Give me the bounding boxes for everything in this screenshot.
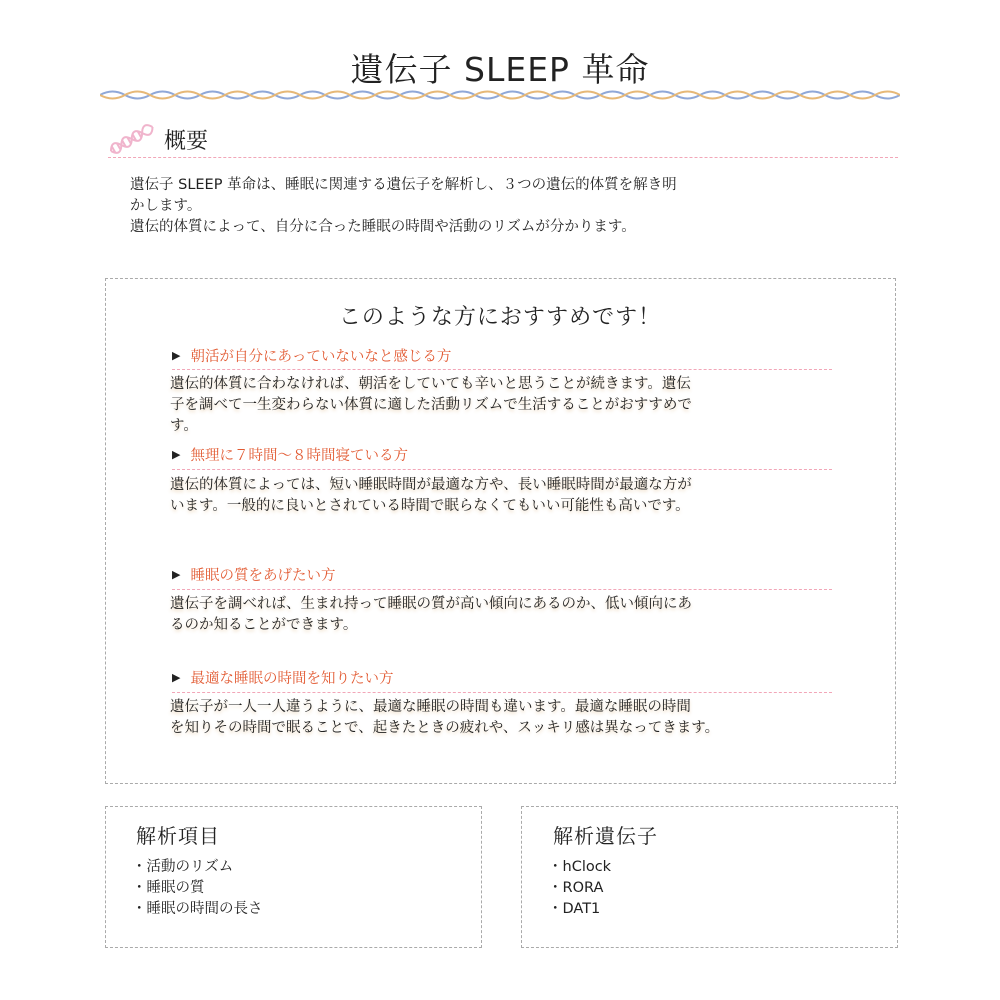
overview-text [130, 175, 900, 238]
recommend-item-body [170, 475, 835, 517]
overview-line: かします。 [130, 198, 202, 214]
body-line: 遺伝的体質に合わなければ、朝活をしていても辛いと思うことが続きます。遺伝 [170, 376, 691, 392]
list-item: ・ 睡眠の時間の長さ [132, 899, 263, 920]
recommend-item-divider [172, 692, 832, 693]
analysis-genes-list [548, 857, 611, 920]
list-item: ・ DAT1 [548, 899, 611, 920]
recommend-item-heading-text: 無理に７時間～８時間寝ている方 [190, 448, 408, 464]
recommend-item-heading-text: 朝活が自分にあっていないなと感じる方 [190, 349, 452, 365]
list-item: ・ 活動のリズム [132, 857, 263, 878]
recommend-item-divider [172, 469, 832, 470]
recommend-item-divider [172, 369, 832, 370]
body-line: を知りその時間で眠ることで、起きたときの疲れや、スッキリ感は異なってきます。 [170, 720, 720, 736]
recommend-title: このような方におすすめです！ [338, 305, 662, 330]
triangle-icon: ▶ [172, 568, 181, 581]
body-line: 遺伝的体質によっては、短い睡眠時間が最適な方や、長い睡眠時間が最適な方が [170, 477, 692, 493]
body-line: 子を調べて一生変わらない体質に適した活動リズムで生活することがおすすめで [170, 397, 692, 413]
overview-heading: 概要 [164, 129, 209, 154]
list-item: ・ RORA [548, 878, 611, 899]
overview-line: 遺伝子 SLEEP 革命は、睡眠に関連する遺伝子を解析し、３つの遺伝的体質を解き明 [130, 177, 677, 193]
analysis-items-list [132, 857, 263, 920]
body-line: います。一般的に良いとされている時間で眠らなくてもいい可能性も高いです。 [170, 498, 690, 514]
list-item: ・ 睡眠の質 [132, 878, 263, 899]
analysis-genes-title: 解析遺伝子 [553, 824, 658, 848]
body-line: す。 [170, 418, 198, 434]
recommend-item-heading [172, 444, 832, 465]
body-line: るのか知ることができます。 [170, 617, 358, 633]
triangle-icon: ▶ [172, 448, 181, 461]
recommend-item-heading [172, 564, 832, 585]
recommend-item-heading-text: 最適な睡眠の時間を知りたい方 [190, 671, 394, 687]
overview-line: 遺伝的体質によって、自分に合った睡眠の時間や活動のリズムが分かります。 [130, 219, 636, 235]
body-line: 遺伝子が一人一人違うように、最適な睡眠の時間も違います。最適な睡眠の時間 [170, 699, 691, 715]
recommend-item-body [170, 594, 835, 636]
recommend-item-heading-text: 睡眠の質をあげたい方 [190, 568, 336, 584]
dna-icon [106, 124, 154, 156]
analysis-items-title: 解析項目 [136, 824, 220, 848]
list-item: ・ hClock [548, 857, 611, 878]
chain-divider [100, 88, 900, 102]
triangle-icon: ▶ [172, 349, 181, 362]
recommend-item-heading [172, 345, 832, 366]
overview-divider [108, 157, 898, 158]
recommend-item-heading [172, 667, 832, 688]
recommend-item-body [170, 374, 835, 437]
recommend-item-divider [172, 589, 832, 590]
recommend-item-body [170, 697, 835, 739]
triangle-icon: ▶ [172, 671, 181, 684]
body-line: 遺伝子を調べれば、生まれ持って睡眠の質が高い傾向にあるのか、低い傾向にあ [170, 596, 692, 612]
page-title: 遺伝子 SLEEP 革命 [350, 50, 650, 89]
